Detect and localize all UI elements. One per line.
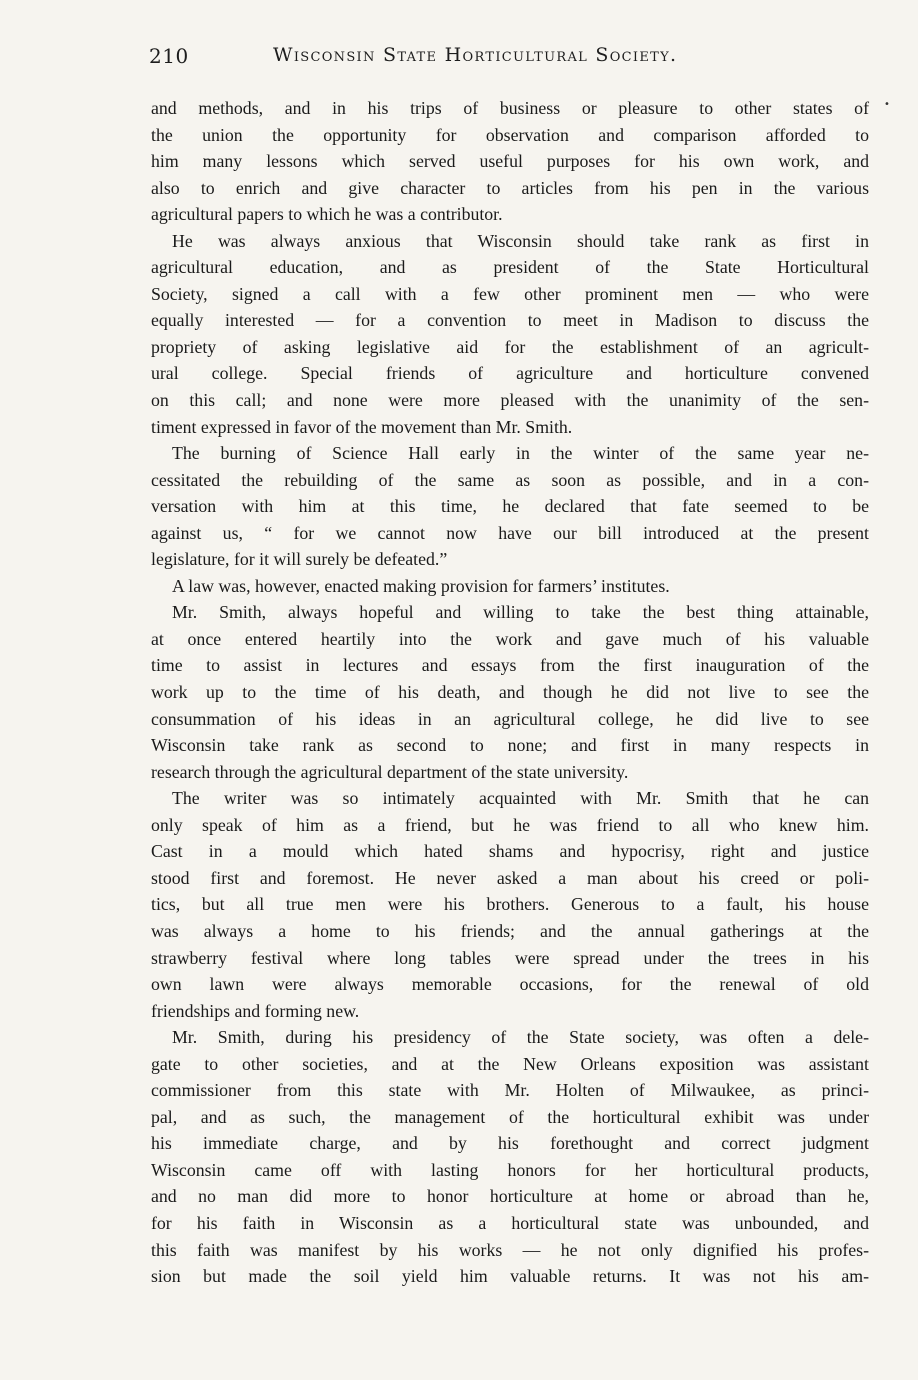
- text-line: He was always anxious that Wisconsin should take rank as first in: [172, 230, 869, 251]
- text-line: sion but made the soil yield him valuable returns. It was not his am-: [151, 1266, 869, 1287]
- text-line: cessitated the rebuilding of the same as soon as possible, and in a con-: [151, 469, 869, 490]
- text-line: gate to other societies, and at the New Orleans exposition was assistant: [151, 1053, 869, 1074]
- text-line: and no man did more to honor horticulture at home or abroad than he,: [151, 1186, 869, 1207]
- text-line: ural college. Special friends of agriculture and horticulture convened: [151, 363, 869, 384]
- text-line: Society, signed a call with a few other prominent men — who were: [151, 283, 869, 304]
- text-line: versation with him at this time, he declared that fate seemed to be: [151, 496, 869, 517]
- text-line: equally interested — for a convention to meet in Madison to discuss the: [151, 310, 869, 331]
- paragraph: [151, 785, 869, 1024]
- text-line: also to enrich and give character to articles from his pen in the various: [151, 177, 869, 198]
- margin-dot-mark: •: [884, 99, 890, 110]
- text-line: Mr. Smith, always hopeful and willing to take the best thing attainable,: [172, 602, 869, 623]
- text-line: this faith was manifest by his works — he not only dignified his profes-: [151, 1239, 869, 1260]
- text-line: consummation of his ideas in an agricultural college, he did live to see: [151, 708, 869, 729]
- paragraph: [151, 95, 869, 228]
- text-line: stood first and foremost. He never asked a man about his creed or poli-: [151, 867, 869, 888]
- text-line: was always a home to his friends; and the annual gatherings at the: [151, 920, 869, 941]
- page-header: [149, 44, 869, 74]
- text-line: against us, “ for we cannot now have our bill introduced at the present: [151, 522, 869, 543]
- text-line: Mr. Smith, during his presidency of the State society, was often a dele-: [172, 1027, 869, 1048]
- text-line: friendships and forming new.: [151, 1000, 360, 1021]
- body-text: [151, 95, 869, 1290]
- paragraph: [151, 228, 869, 440]
- text-line: time to assist in lectures and essays from the first inauguration of the: [151, 655, 869, 676]
- text-line: strawberry festival where long tables were spread under the trees in his: [151, 947, 869, 968]
- text-line: commissioner from this state with Mr. Holten of Milwaukee, as princi-: [151, 1080, 869, 1101]
- text-line: tics, but all true men were his brothers. Generous to a fault, his house: [151, 894, 869, 915]
- page-number: 210: [149, 44, 189, 68]
- text-line: for his faith in Wisconsin as a horticultural state was unbounded, and: [151, 1212, 869, 1233]
- text-line: pal, and as such, the management of the horticultural exhibit was under: [151, 1106, 869, 1127]
- text-line: The burning of Science Hall early in the winter of the same year ne-: [172, 443, 869, 464]
- running-head: Wisconsin State Horticultural Society.: [273, 44, 678, 66]
- text-line: legislature, for it will surely be defeated.”: [151, 549, 448, 570]
- text-line: research through the agricultural department of the state university.: [151, 761, 629, 782]
- text-line: the union the opportunity for observation and comparison afforded to: [151, 124, 869, 145]
- paragraph: [151, 440, 869, 573]
- text-line: Wisconsin take rank as second to none; and first in many respects in: [151, 735, 869, 756]
- text-line: timent expressed in favor of the movement than Mr. Smith.: [151, 416, 573, 437]
- text-line: at once entered heartily into the work and gave much of his valuable: [151, 628, 869, 649]
- text-line: only speak of him as a friend, but he was friend to all who knew him.: [151, 814, 869, 835]
- text-line: work up to the time of his death, and though he did not live to see the: [151, 682, 869, 703]
- text-line: propriety of asking legislative aid for the establishment of an agricult-: [151, 336, 869, 357]
- text-line: own lawn were always memorable occasions, for the renewal of old: [151, 974, 869, 995]
- paragraph: [151, 599, 869, 785]
- text-line: agricultural education, and as president of the State Horticultural: [151, 257, 869, 278]
- text-line: agricultural papers to which he was a contributor.: [151, 204, 503, 225]
- text-line: A law was, however, enacted making provision for farmers’ institutes.: [172, 575, 670, 596]
- text-line: Wisconsin came off with lasting honors for her horticultural products,: [151, 1159, 869, 1180]
- paragraph: [151, 573, 869, 600]
- text-line: The writer was so intimately acquainted with Mr. Smith that he can: [172, 788, 869, 809]
- text-line: on this call; and none were more pleased with the unanimity of the sen-: [151, 390, 869, 411]
- text-line: Cast in a mould which hated shams and hypocrisy, right and justice: [151, 841, 869, 862]
- paragraph: [151, 1024, 869, 1289]
- text-line: his immediate charge, and by his forethought and correct judgment: [151, 1133, 869, 1154]
- text-line: him many lessons which served useful purposes for his own work, and: [151, 151, 869, 172]
- text-line: and methods, and in his trips of business or pleasure to other states of: [151, 98, 869, 118]
